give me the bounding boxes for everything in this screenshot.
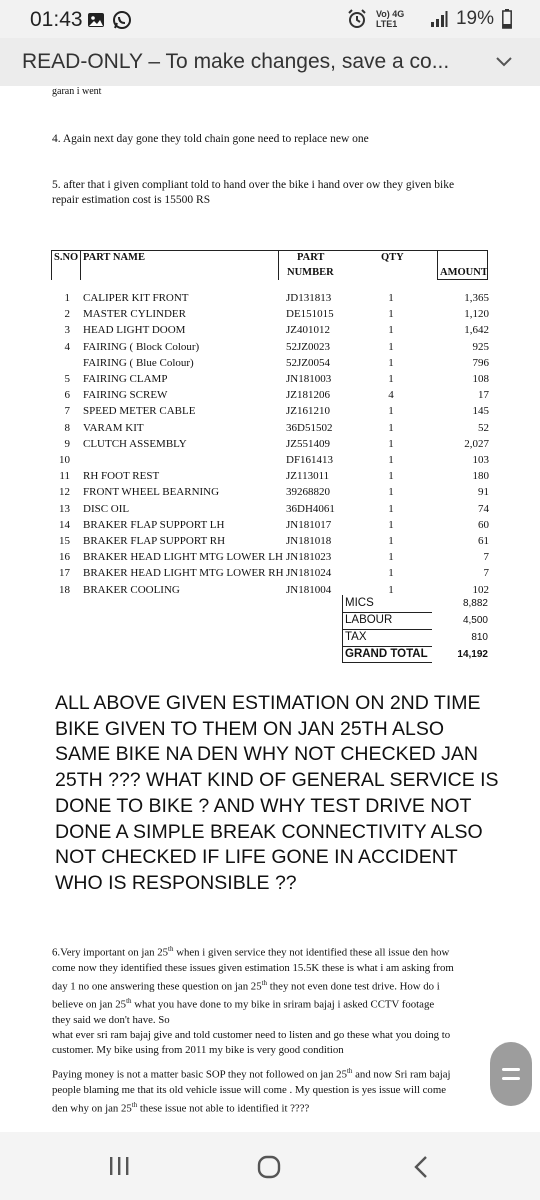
header-qty: QTY	[381, 252, 404, 263]
cell-part-name: BRAKER HEAD LIGHT MTG LOWER LH	[83, 551, 283, 564]
summary-value: 810	[471, 632, 488, 643]
p7-line1a: Paying money is not a matter basic SOP they not followed on jan 25	[52, 1068, 347, 1081]
cell-qty: 4	[388, 389, 394, 402]
cell-part-number: 39268820	[286, 486, 330, 499]
cell-amount: 1,365	[464, 292, 489, 304]
p6-line4a: believe on jan 25	[52, 998, 127, 1011]
navigation-bar	[0, 1132, 540, 1200]
p6-sup: th	[126, 997, 132, 1006]
point-5-line-2: repair estimation cost is 15500 RS	[52, 194, 211, 206]
cell-part-number: JN181024	[286, 567, 332, 580]
cell-qty: 1	[388, 567, 394, 580]
summary-label: LABOUR	[345, 614, 393, 626]
cell-part-number: JZ161210	[286, 405, 330, 418]
table-row	[0, 324, 540, 340]
header-amount: AMOUNT	[440, 267, 488, 278]
table-row	[0, 503, 540, 519]
summary-row-divider	[342, 612, 432, 613]
fast-scroll-handle[interactable]	[490, 1042, 532, 1106]
cell-part-name: FAIRING CLAMP	[83, 373, 168, 385]
p7-sup: th	[346, 1067, 353, 1075]
table-row	[0, 292, 540, 308]
cell-part-number: JZ401012	[286, 324, 330, 337]
cell-part-number: JN181004	[286, 583, 332, 596]
cell-sno: 1	[64, 292, 70, 304]
recent-apps-icon[interactable]	[108, 1154, 130, 1178]
cell-part-number: JN181003	[286, 373, 332, 385]
cell-part-number: JD131813	[286, 292, 332, 304]
paragraph-6	[52, 942, 492, 1058]
battery-icon	[502, 9, 512, 29]
cell-amount: 180	[472, 470, 489, 483]
cell-part-number: 36DH4061	[286, 502, 335, 515]
summary-bottom-border	[342, 662, 432, 663]
header-part-name: PART NAME	[83, 252, 145, 263]
cell-qty: 1	[388, 551, 394, 564]
table-row	[0, 567, 540, 583]
cell-part-name: MASTER CYLINDER	[83, 308, 186, 321]
cell-part-name: SPEED METER CABLE	[83, 405, 196, 418]
cell-sno: 9	[64, 437, 70, 450]
cell-amount: 7	[483, 551, 489, 564]
document-page[interactable]	[0, 86, 540, 1132]
point-4: 4. Again next day gone they told chain gone need to replace new one	[52, 133, 369, 145]
summary-label: TAX	[345, 631, 367, 643]
p7-line3a: den why on jan 25	[52, 1102, 132, 1115]
table-row	[0, 470, 540, 486]
cell-sno: 16	[59, 551, 70, 564]
signal-icon	[430, 11, 448, 27]
cell-amount: 103	[472, 454, 489, 466]
cell-amount: 60	[478, 518, 489, 531]
table-row	[0, 584, 540, 600]
cell-part-number: JN181017	[286, 518, 332, 531]
table-row	[0, 535, 540, 551]
cell-sno: 17	[59, 567, 70, 580]
heading-line: NOT CHECKED IF LIFE GONE IN ACCIDENT	[55, 846, 458, 869]
header-sno: S.NO	[54, 252, 79, 263]
cell-qty: 1	[388, 405, 394, 418]
table-col-divider	[80, 250, 81, 280]
cell-qty: 1	[388, 437, 394, 450]
cell-qty: 1	[388, 421, 394, 434]
summary-row-divider	[342, 646, 432, 647]
cell-amount: 17	[478, 389, 489, 402]
cell-sno: 12	[59, 486, 70, 499]
cell-part-number: DE151015	[286, 308, 334, 321]
table-row	[0, 551, 540, 567]
summary-label: MICS	[345, 597, 374, 609]
p6-line3a: day 1 no one answering these question on jan 25	[52, 980, 262, 993]
cell-amount: 1,120	[464, 308, 489, 321]
table-row	[0, 519, 540, 535]
p6-line2: come now they identified these issues given estimation 15.5K these is what i am asking from	[52, 961, 454, 974]
header-number: NUMBER	[287, 267, 334, 278]
cell-part-name: DISC OIL	[83, 502, 130, 515]
cell-part-number: JN181023	[286, 551, 332, 564]
p6-line3b: they not even done test drive. How do i	[267, 980, 440, 993]
cell-part-number: 52JZ0054	[286, 356, 330, 369]
cell-amount: 102	[472, 583, 489, 596]
table-col-divider	[437, 250, 438, 280]
p6-line4b: what you have done to my bike in sriram bajaj i asked CCTV footage	[131, 998, 435, 1011]
cell-sno: 10	[59, 454, 70, 466]
table-row	[0, 486, 540, 502]
read-only-banner[interactable]	[0, 38, 540, 86]
p6-line5: they said we don't have. So	[52, 1013, 170, 1026]
heading-line: DONE TO BIKE ? AND WHY TEST DRIVE NOT	[55, 794, 472, 817]
complaint-heading	[55, 691, 499, 897]
cell-amount: 7	[483, 567, 489, 580]
table-row	[0, 405, 540, 421]
heading-line: SAME BIKE NA DEN WHY NOT CHECKED JAN	[55, 743, 478, 766]
cell-qty: 1	[388, 340, 394, 353]
cell-part-number: JN181018	[286, 535, 332, 547]
cell-sno: 14	[59, 518, 70, 531]
gallery-notification-icon	[86, 10, 106, 30]
cell-part-number: 36D51502	[286, 421, 333, 434]
cell-part-name: CALIPER KIT FRONT	[83, 292, 189, 304]
cell-qty: 1	[388, 502, 394, 515]
cell-amount: 796	[472, 356, 489, 369]
cell-amount: 108	[472, 373, 489, 385]
read-only-banner-text: READ-ONLY – To make changes, save a co...	[22, 50, 450, 73]
cell-sno: 6	[64, 389, 70, 402]
cell-part-name: BRAKER COOLING	[83, 583, 180, 596]
cell-qty: 1	[388, 324, 394, 337]
cell-part-name: FAIRING ( Blue Colour)	[83, 356, 194, 369]
cell-qty: 1	[388, 470, 394, 483]
summary-value: 8,882	[462, 598, 488, 609]
header-part: PART	[297, 252, 325, 263]
cell-part-name: FAIRING SCREW	[83, 389, 168, 402]
cell-qty: 1	[388, 535, 394, 547]
cell-sno: 8	[64, 421, 70, 434]
cell-amount: 2,027	[464, 437, 489, 450]
cell-qty: 1	[388, 373, 394, 385]
cell-amount: 52	[478, 421, 489, 434]
cell-qty: 1	[388, 454, 394, 466]
table-row	[0, 308, 540, 324]
table-left-border	[51, 250, 52, 280]
cell-qty: 1	[388, 583, 394, 596]
table-row	[0, 341, 540, 357]
cell-qty: 1	[388, 292, 394, 304]
network-label: Vo) 4G LTE1	[375, 9, 405, 29]
cell-sno: 4	[64, 340, 70, 353]
cell-qty: 1	[388, 518, 394, 531]
cell-sno: 2	[64, 308, 70, 321]
cell-sno: 5	[64, 373, 70, 385]
cell-part-number: 52JZ0023	[286, 340, 330, 353]
cell-sno: 15	[59, 535, 70, 547]
cell-part-name: BRAKER FLAP SUPPORT LH	[83, 518, 225, 531]
table-row	[0, 357, 540, 373]
paragraph-7	[52, 1064, 492, 1116]
cell-qty: 1	[388, 486, 394, 499]
cell-part-name: RH FOOT REST	[83, 470, 160, 483]
cell-amount: 91	[478, 486, 489, 499]
cell-amount: 61	[478, 535, 489, 547]
p6-sup: th	[168, 945, 174, 953]
cell-part-name: CLUTCH ASSEMBLY	[83, 437, 187, 450]
p6-sup: th	[261, 978, 268, 987]
heading-line: WHO IS RESPONSIBLE ??	[55, 871, 297, 894]
cell-part-name: BRAKER FLAP SUPPORT RH	[83, 535, 226, 547]
summary-row-divider	[342, 629, 432, 630]
cell-part-number: JZ551409	[286, 437, 330, 450]
summary-value: 4,500	[462, 615, 488, 626]
table-row	[0, 373, 540, 389]
cell-sno: 3	[64, 324, 70, 337]
cell-sno: 7	[64, 405, 70, 418]
p7-sup: th	[131, 1100, 138, 1109]
cell-part-number: DF161413	[286, 454, 334, 466]
p6-line6: what ever sri ram bajaj give and told customer need to listen and go these what you doing to	[52, 1028, 451, 1041]
p7-line2: people blaming me that its old vehicle issue will come . My question is yes issue will come	[52, 1083, 447, 1096]
cell-part-name: FRONT WHEEL BEARNING	[83, 486, 220, 499]
cell-part-number: JZ113011	[286, 470, 330, 483]
back-icon[interactable]	[410, 1154, 432, 1180]
heading-line: DONE A SIMPLE BREAK CONNECTIVITY ALSO	[55, 820, 483, 843]
p6-line7: customer. My bike using from 2011 my bike is very good condition	[52, 1043, 344, 1056]
table-row	[0, 422, 540, 438]
p7-line3b: these issue not able to identified it ????	[137, 1102, 310, 1115]
table-row	[0, 389, 540, 405]
battery-percent: 19%	[455, 8, 494, 29]
p6-line1a: 6.Very important on jan 25	[52, 946, 169, 959]
table-col-divider	[278, 250, 279, 280]
chevron-down-icon[interactable]	[494, 51, 514, 71]
top-text-fragment: garan i went	[52, 86, 102, 97]
cell-amount: 1,642	[464, 324, 489, 337]
cell-part-name: HEAD LIGHT DOOM	[83, 324, 186, 337]
table-top-border	[51, 250, 488, 251]
point-5-line-1: 5. after that i given compliant told to hand over the bike i hand over ow they given bike	[52, 179, 455, 191]
cell-part-name: FAIRING ( Block Colour)	[83, 340, 200, 353]
p7-line1b: and now Sri ram bajaj	[352, 1068, 451, 1081]
cell-amount: 145	[472, 405, 489, 418]
cell-sno: 13	[59, 502, 70, 515]
cell-part-name: VARAM KIT	[83, 421, 144, 434]
heading-line: ALL ABOVE GIVEN ESTIMATION ON 2ND TIME	[55, 692, 481, 714]
table-row	[0, 454, 540, 470]
cell-amount: 74	[478, 502, 489, 515]
whatsapp-icon	[112, 10, 132, 30]
cell-amount: 925	[472, 340, 489, 353]
scroll-handle-icon	[490, 1042, 532, 1106]
summary-value: 14,192	[457, 649, 488, 660]
amount-header-underline	[437, 279, 488, 280]
table-row	[0, 438, 540, 454]
status-time: 01:43	[30, 8, 83, 31]
cell-part-name: BRAKER HEAD LIGHT MTG LOWER RH	[83, 567, 284, 580]
heading-line: BIKE GIVEN TO THEM ON JAN 25TH ALSO	[55, 717, 445, 740]
status-bar	[0, 0, 540, 38]
cell-sno: 18	[59, 583, 70, 596]
cell-qty: 1	[388, 308, 394, 321]
cell-part-number: JZ181206	[286, 389, 330, 402]
p6-line1b: when i given service they not identified these all issue den how	[173, 946, 450, 959]
summary-label: GRAND TOTAL	[345, 648, 428, 660]
cell-qty: 1	[388, 356, 394, 369]
cell-sno: 11	[59, 470, 70, 483]
home-icon[interactable]	[256, 1154, 282, 1180]
alarm-icon	[346, 8, 368, 30]
heading-line: 25TH ??? WHAT KIND OF GENERAL SERVICE IS	[55, 769, 499, 792]
